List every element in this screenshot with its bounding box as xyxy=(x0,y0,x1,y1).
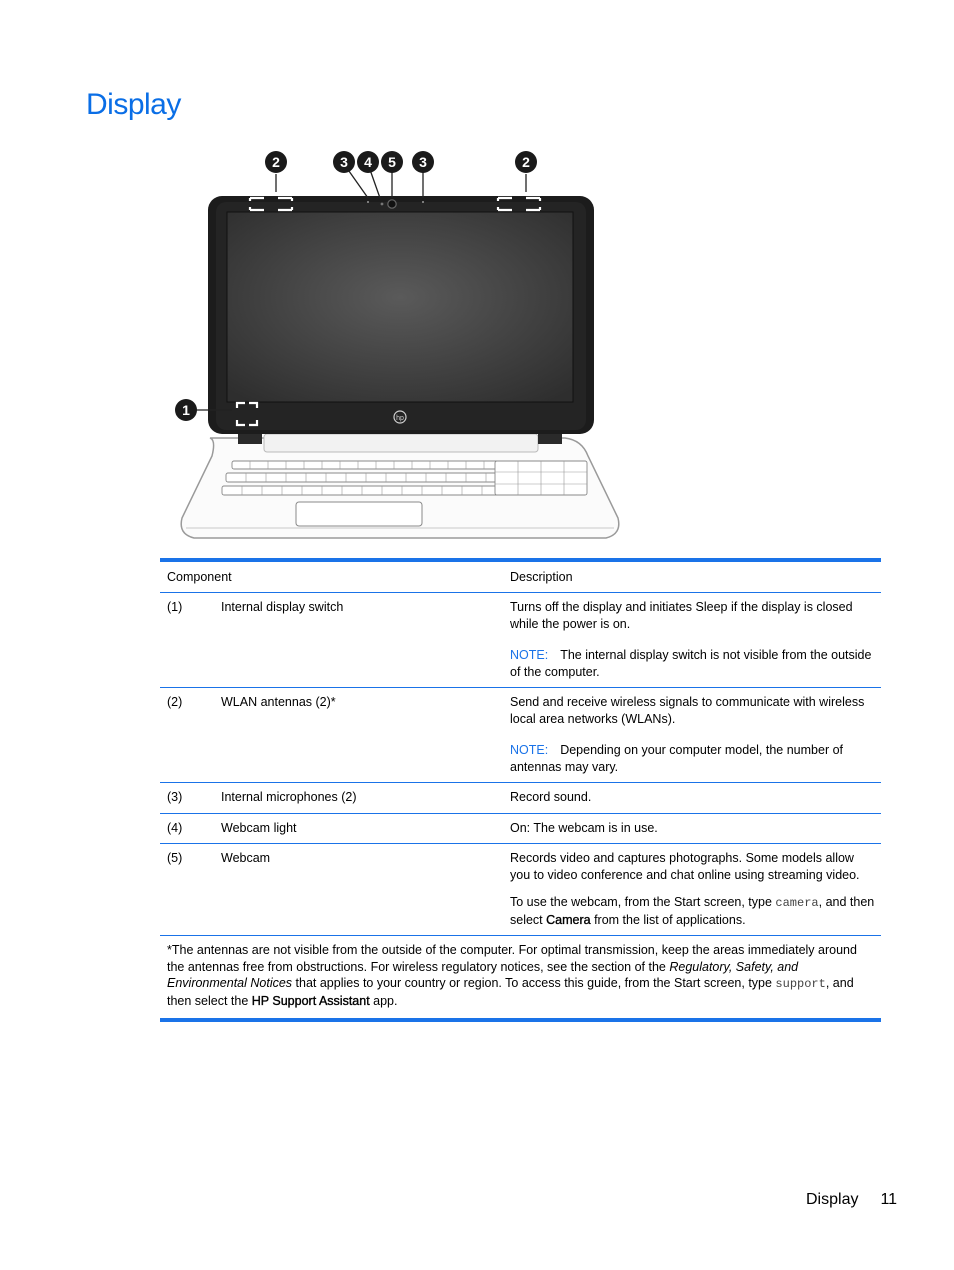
row-number: (1) xyxy=(167,600,183,614)
row-component: Webcam xyxy=(221,851,271,865)
row-number: (3) xyxy=(167,790,183,804)
note-text: Depending on your computer model, the number of antennas may vary. xyxy=(510,743,844,774)
callout-label: 3 xyxy=(340,154,348,170)
footnote-text: *The antennas are not visible from the outside of the computer. For optimal transmission, keep the areas immediately around the antennas free from obstructions. For wireless regulatory notices, see the section of the xyxy=(167,943,857,974)
code-text: support xyxy=(775,977,826,991)
footnote-doc-title: Regulatory, Safety, and Environmental Notices xyxy=(167,959,799,990)
description-text: Turns off the display and initiates Sleep if the display is closed while the power is on. xyxy=(510,600,853,631)
svg-text:hp: hp xyxy=(396,415,404,422)
footer-section: Display xyxy=(806,1191,859,1208)
row-component: Webcam light xyxy=(221,820,297,835)
screen xyxy=(227,212,573,402)
laptop-display-illustration xyxy=(170,146,630,546)
instruction-text: , and then select xyxy=(510,895,875,927)
table-row xyxy=(160,814,881,845)
row-component: Internal microphones (2) xyxy=(221,790,357,804)
touchpad xyxy=(296,502,422,526)
footnote-text: that applies to your country or region. To access this guide, from the Start screen, type xyxy=(292,976,776,990)
table-row xyxy=(160,688,881,783)
page-number: 11 xyxy=(880,1191,898,1208)
app-name: Camera xyxy=(546,912,591,927)
keyboard-keys xyxy=(222,461,587,495)
note xyxy=(510,647,877,680)
callout-label: 1 xyxy=(182,402,190,418)
row-description xyxy=(504,850,881,928)
description-text: Records video and captures photographs. Some models allow you to video conference and chat online using streaming video. xyxy=(510,851,860,882)
description-text: Send and receive wireless signals to communicate with wireless local area networks (WLANs). xyxy=(510,695,865,726)
callout-label: 3 xyxy=(419,154,427,170)
callout-label: 2 xyxy=(522,154,530,170)
header-component: Component xyxy=(167,569,232,584)
table-footnote xyxy=(160,936,881,1018)
row-description: On: The webcam is in use. xyxy=(510,820,658,835)
row-component: Internal display switch xyxy=(221,600,344,614)
note xyxy=(510,742,877,775)
webcam-icon xyxy=(388,200,396,208)
row-number: (5) xyxy=(167,851,183,865)
header-description: Description xyxy=(510,569,573,584)
app-name: HP Support Assistant xyxy=(251,993,370,1008)
note-text: The internal display switch is not visible from the outside of the computer. xyxy=(510,648,872,679)
callout-label: 5 xyxy=(388,154,396,170)
page-title: Display xyxy=(86,88,181,121)
page-footer xyxy=(806,1191,897,1209)
row-component: WLAN antennas (2)* xyxy=(221,695,336,709)
instruction-text: from the list of applications. xyxy=(590,912,746,927)
table-row xyxy=(160,783,881,814)
row-number: (2) xyxy=(167,695,183,709)
webcam-instructions xyxy=(510,894,877,928)
footnote-text: app. xyxy=(369,993,398,1008)
row-description: Record sound. xyxy=(510,790,592,804)
footnote-text: , and then select the xyxy=(167,976,854,1008)
row-description xyxy=(504,599,881,680)
callout-label: 4 xyxy=(364,154,372,170)
row-description xyxy=(504,694,881,775)
note-label: NOTE: xyxy=(510,648,549,662)
callout-label: 2 xyxy=(272,154,280,170)
table-header xyxy=(160,562,881,593)
row-number: (4) xyxy=(167,820,183,835)
table-row xyxy=(160,593,881,688)
table-row xyxy=(160,844,881,936)
instruction-text: To use the webcam, from the Start screen, type xyxy=(510,895,776,909)
component-table xyxy=(160,558,881,1022)
note-label: NOTE: xyxy=(510,743,549,757)
code-text: camera xyxy=(775,896,819,910)
